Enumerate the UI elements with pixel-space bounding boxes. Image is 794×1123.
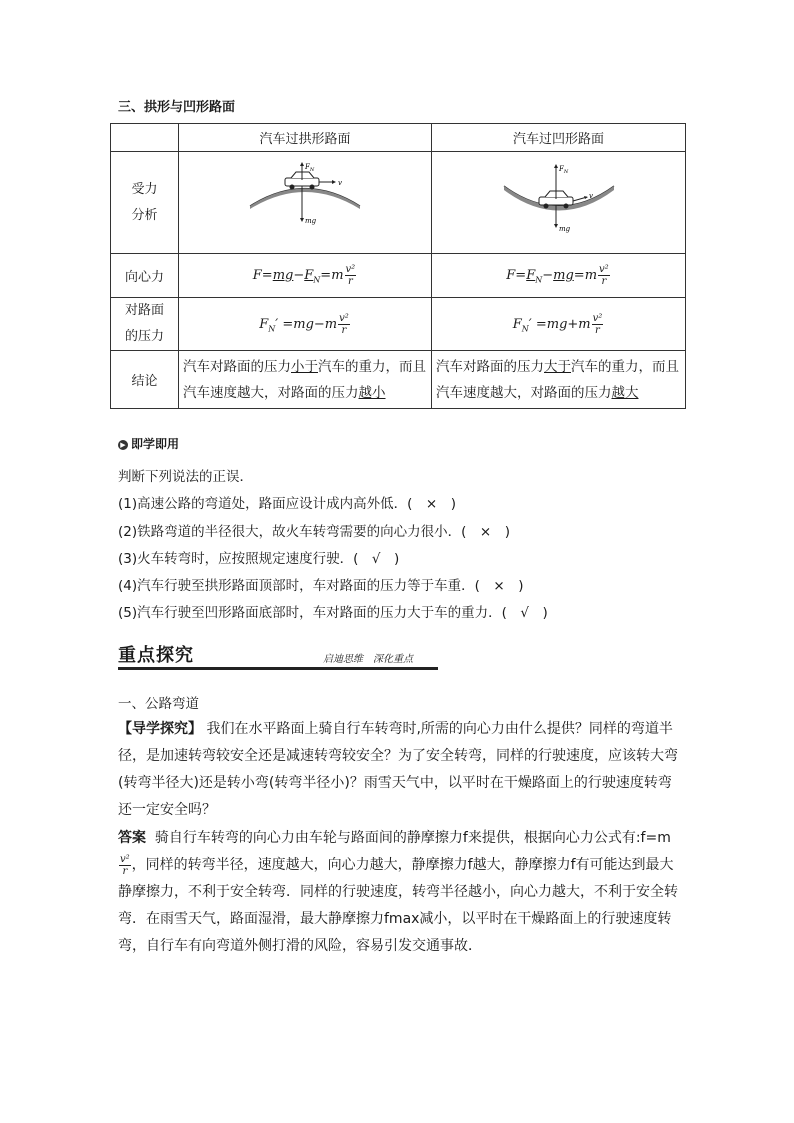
- mg-label: mg: [305, 216, 317, 225]
- row-label-centripetal: 向心力: [111, 254, 179, 298]
- comparison-table: [110, 123, 686, 409]
- subsection-title: 一、公路弯道: [118, 696, 199, 712]
- fn-label: $F_N$: [558, 164, 568, 175]
- header-concave: 汽车过凹形路面: [432, 124, 686, 152]
- arch-conclusion: 汽车对路面的压力小于汽车的重力，而且汽车速度越大，对路面的压力越小: [179, 351, 432, 409]
- concave-pressure-formula: $F_N' =mg+m$ $\frac{\text{v²}}{r}$: [432, 298, 686, 351]
- concave-conclusion: 汽车对路面的压力大于汽车的重力，而且汽车速度越大，对路面的压力越大: [432, 351, 686, 409]
- row-label-force: 受力 分析: [111, 152, 179, 254]
- guide-tag: 【导学探究】: [118, 721, 202, 737]
- practice-item: (4)汽车行驶至拱形路面顶部时，车对路面的压力等于车重．( × ): [118, 578, 524, 594]
- key-section-header: [118, 641, 438, 673]
- practice-intro: 判断下列说法的正误．: [118, 469, 253, 485]
- arch-diagram-cell: [179, 152, 432, 254]
- header-arch: 汽车过拱形路面: [179, 124, 432, 152]
- answer-paragraph: 答案 骑自行车转弯的向心力由车轮与路面间的静摩擦力f来提供，根据向心力公式有:f=m $\frac{\text{v²}}{r}$ ，同样的转弯半径，速度越大，向心力越大，静摩擦力f越大，静摩擦力f有可能达到最大静摩擦力，不利于安全转弯．同样的行驶速度，转弯半径越小，向心力越大，不利于安全转弯．在雨雪天气，路面湿滑，最大静摩擦力fmax减小，以平时在干燥路面上的行驶速度转弯，自行车有向弯道外侧打滑的风险，容易引发交通事故．: [118, 830, 678, 954]
- section-title: 三、拱形与凹形路面: [118, 100, 236, 115]
- key-section-title: 重点探究: [118, 645, 194, 666]
- row-label-conclusion: 结论: [111, 351, 179, 409]
- v-label: v: [588, 191, 593, 200]
- concave-centripetal-formula: $F=F_N-mg=m$ $\frac{\text{v²}}{r}$: [432, 254, 686, 298]
- practice-item: (2)铁路弯道的半径很大，故火车转弯需要的向心力很小．( × ): [118, 524, 510, 540]
- arch-road-diagram: [245, 161, 365, 241]
- row-label-pressure: 对路面 的压力: [111, 298, 179, 351]
- v-label: v: [338, 178, 342, 187]
- table-corner: [111, 124, 179, 152]
- answer-tag: 答案: [118, 830, 146, 846]
- divider: [118, 667, 438, 670]
- arch-pressure-formula: $F_N' =mg-m$ $\frac{\text{v²}}{r}$: [179, 298, 432, 351]
- practice-item: (5)汽车行驶至凹形路面底部时，车对路面的压力大于车的重力．( √ ): [118, 605, 548, 621]
- mg-label: mg: [558, 224, 570, 233]
- practice-item: (1)高速公路的弯道处，路面应设计成内高外低．( × ): [118, 496, 456, 512]
- concave-diagram-cell: [432, 152, 686, 254]
- fn-label: $F_N$: [305, 162, 315, 173]
- guide-paragraph: 【导学探究】 我们在水平路面上骑自行车转弯时,所需的向心力由什么提供？同样的弯道半径，是加速转弯较安全还是减速转弯较安全？为了安全转弯，同样的行驶速度，应该转大弯(转弯半径大)还是转小弯(转弯半径小)？雨雪天气中，以平时在干燥路面上的行驶速度转弯还一定安全吗？: [118, 721, 678, 818]
- key-section-subtitle: 启迪思维 深化重点: [323, 654, 413, 665]
- play-icon: ▶: [118, 440, 128, 450]
- arch-centripetal-formula: $F=mg-F_N=m$ $\frac{\text{v²}}{r}$: [179, 254, 432, 298]
- practice-item: (3)火车转弯时，应按照规定速度行驶．( √ ): [118, 551, 400, 567]
- practice-title: ▶ 即学即用: [118, 435, 179, 452]
- concave-road-diagram: [499, 161, 619, 241]
